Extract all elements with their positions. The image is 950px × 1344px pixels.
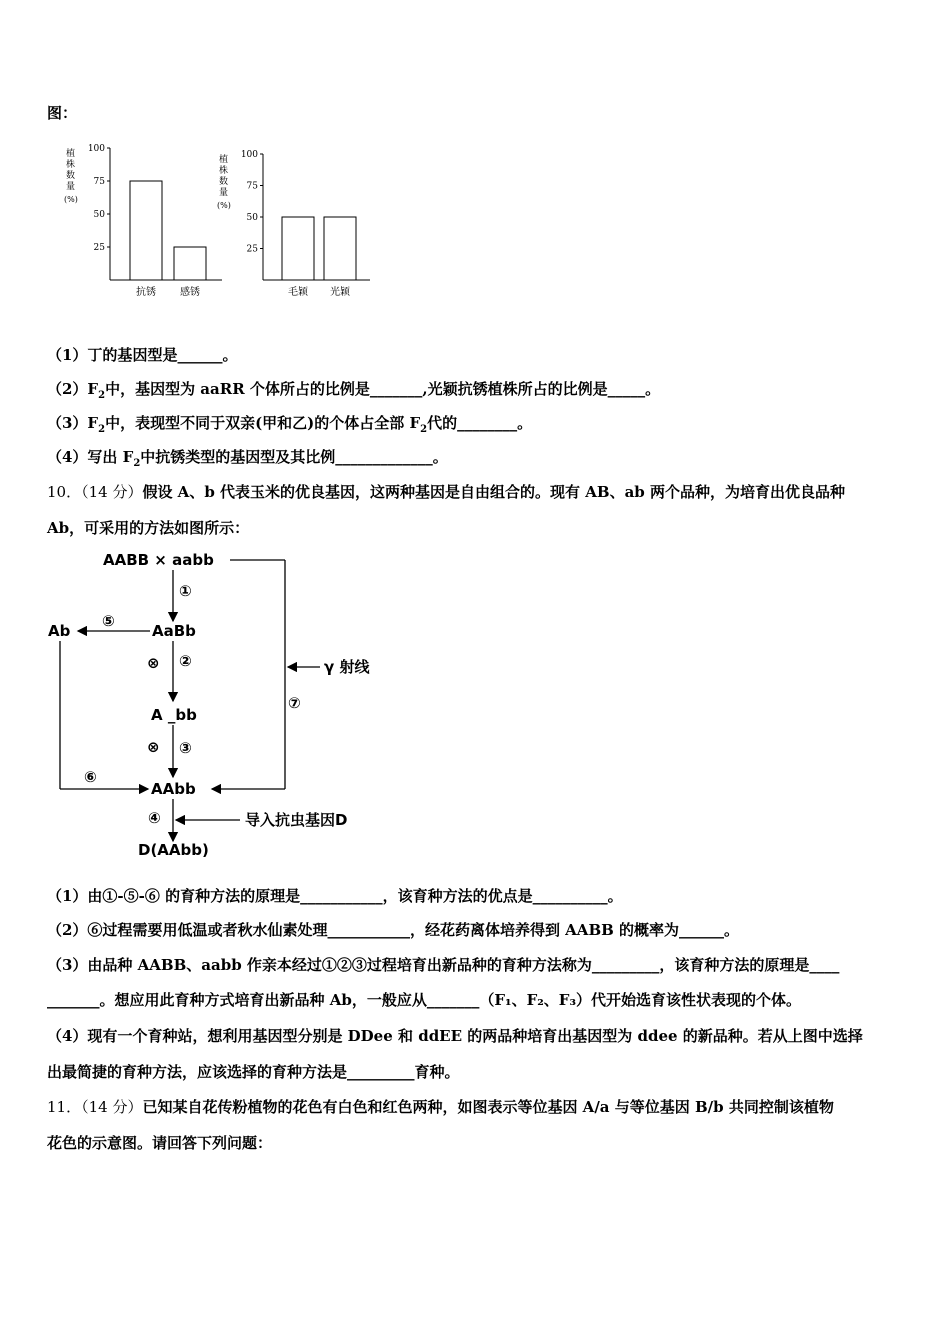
q10-stem-line2: Ab，可采用的方法如图所示： xyxy=(47,519,250,537)
bar-抗锈 xyxy=(130,181,162,280)
y-axis-label-unit: (%) xyxy=(64,195,78,204)
y-tick-label: 25 xyxy=(93,243,105,253)
step2-label: ② xyxy=(179,652,192,670)
selfing-mark-2: ⊗ xyxy=(147,738,160,756)
y-axis-label-char: 植 xyxy=(219,155,229,165)
f1-label: AaBb xyxy=(152,622,196,640)
y-axis-label-unit: (%) xyxy=(217,201,231,210)
y-axis-label-char: 株 xyxy=(219,166,229,176)
q10-part4-line2: 出最简捷的育种方法，应该选择的育种方法是_________育种。 xyxy=(47,1063,460,1081)
y-axis-label-char: 株 xyxy=(66,160,76,170)
q10-stem-line1: 10．（14 分）假设 A、b 代表玉米的优良基因，这两种基因是自由组合的。现有 AB、ab 两个品种，为培育出优良品种 xyxy=(47,483,845,501)
y-tick-label: 25 xyxy=(246,244,258,255)
q9-part2: $(2)F_2$中，基因型为 aaRR 个体所占的比例是_______,光颖抗锈植株所占的比例是_____。 xyxy=(47,380,661,401)
y-tick-label: 50 xyxy=(93,210,105,220)
bar-毛颖 xyxy=(282,217,314,280)
q9-part1: （1）丁的基因型是______。 xyxy=(47,346,238,364)
category-label: 感锈 xyxy=(180,287,200,298)
step5-label: ⑤ xyxy=(102,612,115,630)
y-axis-label-char: 植 xyxy=(66,149,76,159)
q11-stem-line1: 11．（14 分）已知某自花传粉植物的花色有白色和红色两种，如图表示等位基因 A/a 与等位基因 B/b 共同控制该植物 xyxy=(47,1098,834,1116)
a-bb-label: A _bb xyxy=(151,706,197,724)
chart-glume-hair xyxy=(217,150,370,298)
y-tick-label: 75 xyxy=(246,181,258,192)
breeding-diagram xyxy=(40,545,400,865)
y-tick-label: 100 xyxy=(240,150,258,160)
y-axis-label-char: 量 xyxy=(219,188,229,198)
q10-part3-line2: _______。想应用此育种方式培育出新品种 Ab，一般应从_______（F₁、F₂、F₃）代开始选育该性状表现的个体。 xyxy=(47,991,802,1009)
bar-光颖 xyxy=(324,217,356,280)
chart-rust-resistance xyxy=(64,144,222,298)
q9-part4: （4）写出 $F_2$中抗锈类型的基因型及其比例_____________。 xyxy=(47,448,448,469)
bar-感锈 xyxy=(174,247,206,280)
y-axis-label-char: 数 xyxy=(66,171,76,181)
parents-label: AABB × aabb xyxy=(103,551,214,569)
q10-part4-line1: （4）现有一个育种站，想利用基因型分别是 DDee 和 ddEE 的两品种培育出基因型为 ddee 的新品种。若从上图中选择 xyxy=(47,1027,863,1045)
y-axis-label-char: 数 xyxy=(219,177,229,187)
q10-part2: （2）⑥过程需要用低温或者秋水仙素处理___________，经花药离体培养得到 AABB 的概率为______。 xyxy=(47,921,740,939)
step7-label: ⑦ xyxy=(288,694,301,712)
ab-label: Ab xyxy=(48,622,71,640)
q11-stem-line2: 花色的示意图。请回答下列问题： xyxy=(47,1134,273,1152)
step4-label: ④ xyxy=(148,809,161,827)
aabb-label: AAbb xyxy=(151,780,196,798)
selfing-mark-1: ⊗ xyxy=(147,654,160,672)
y-axis-label-char: 量 xyxy=(66,182,76,192)
step1-label: ① xyxy=(179,582,192,600)
y-tick-label: 100 xyxy=(87,144,105,154)
figure-intro: 图： xyxy=(47,104,78,122)
y-tick-label: 50 xyxy=(246,213,258,223)
category-label: 抗锈 xyxy=(136,287,156,298)
q9-part3: $(3)F_2$中，表现型不同于双亲(甲和乙)的个体占全部 $F_2$代的________。 xyxy=(47,414,533,435)
step3-label: ③ xyxy=(179,739,192,757)
bar-charts xyxy=(60,140,380,310)
y-tick-label: 75 xyxy=(93,177,105,187)
category-label: 光颖 xyxy=(330,287,350,298)
q10-part1: （1）由①-⑤-⑥ 的育种方法的原理是___________，该育种方法的优点是__________。 xyxy=(47,887,623,905)
q10-part3-line1: （3）由品种 AABB、aabb 作亲本经过①②③过程培育出新品种的育种方法称为_________，该育种方法的原理是____ xyxy=(47,956,840,974)
final-label: D(AAbb) xyxy=(138,841,209,859)
gamma-label: γ 射线 xyxy=(324,658,370,676)
insert-gene-label: 导入抗虫基因D xyxy=(245,811,348,829)
step6-label: ⑥ xyxy=(84,768,97,786)
category-label: 毛颖 xyxy=(288,287,308,298)
